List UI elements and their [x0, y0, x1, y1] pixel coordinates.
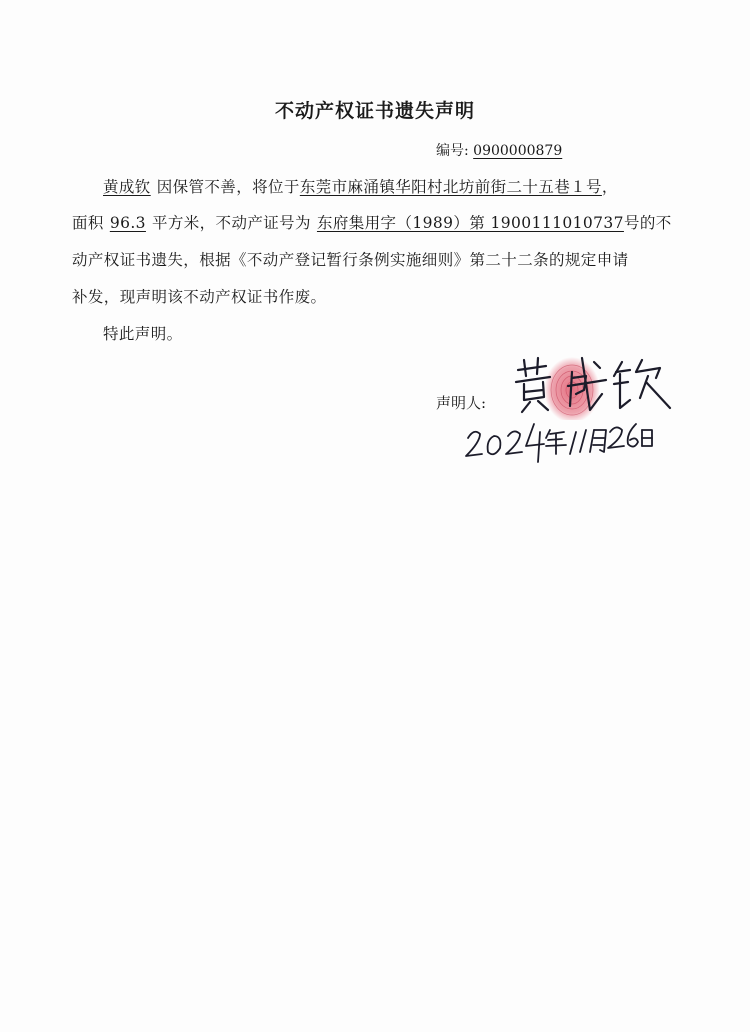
handwritten-date: [460, 408, 660, 468]
document-number-value: 0900000879: [473, 143, 563, 159]
body-line-2-end: 号的不: [623, 214, 672, 232]
declarant-label: 声明人:: [436, 394, 487, 412]
body-line-1: [103, 175, 618, 197]
body-line-2-text: 面积: [72, 214, 104, 232]
document-number: [436, 140, 562, 160]
closing-statement: 特此声明。: [103, 325, 183, 343]
body-line-3: 动产权证书遗失，根据《不动产登记暂行条例实施细则》第二十二条的规定申请: [72, 251, 629, 269]
document-title: 不动产权证书遗失声明: [274, 100, 475, 122]
certificate-number: 东府集用字（1989）第 1900111010737: [316, 214, 624, 232]
body-line-1-end: ，: [601, 178, 618, 196]
date-drawing: [460, 408, 660, 468]
owner-name: 黄成钦: [103, 178, 151, 196]
document-number-label: 编号:: [436, 143, 469, 159]
body-line-2: [72, 211, 672, 233]
body-line-1-text: 因保管不善，将位于: [156, 178, 300, 196]
property-area: 96.3: [109, 214, 146, 232]
property-address: 东莞市麻涌镇华阳村北坊前街二十五巷１号: [299, 178, 602, 196]
body-line-2-text-2: 平方米，不动产证号为: [151, 214, 311, 232]
body-line-4: 补发，现声明该不动产权证书作废。: [72, 288, 327, 306]
